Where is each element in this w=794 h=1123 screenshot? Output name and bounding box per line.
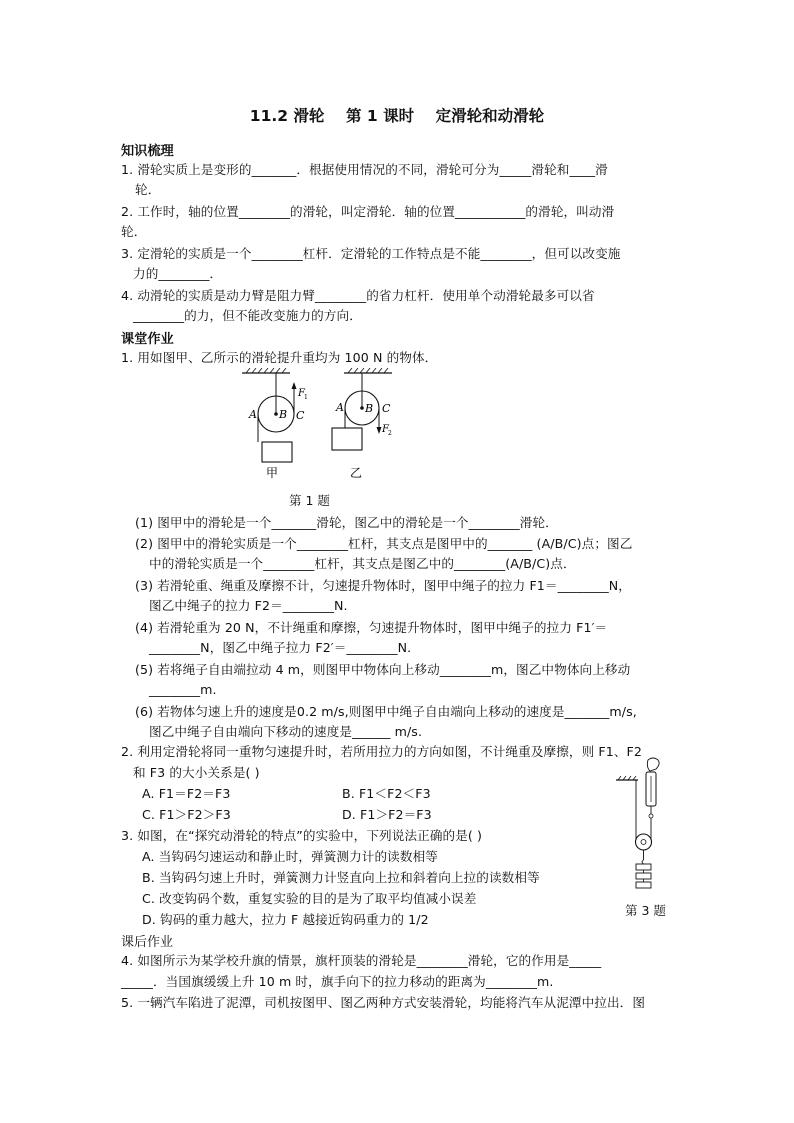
q2-option-d: D. F1＞F2＝F3 — [342, 807, 432, 822]
q4-line-2: _____．当国旗缓缓上升 10 m 时，旗手向下的拉力移动的距离为________m. — [121, 974, 554, 989]
q2-option-a: A. F1＝F2＝F3 — [142, 786, 231, 801]
label-jia: 甲 — [266, 466, 279, 480]
section-heading-homework: 课后作业 — [121, 935, 174, 950]
q4-line-1: 4. 如图所示为某学校升旗的情景，旗杆顶装的滑轮是________滑轮，它的作用是_____ — [121, 953, 602, 968]
q1-stem: 1. 用如图甲、乙所示的滑轮提升重均为 100 N 的物体． — [121, 350, 438, 365]
q5-line-1: 5. 一辆汽车陷进了泥潭，司机按图甲、图乙两种方式安装滑轮，均能将汽车从泥潭中拉出．图 — [121, 995, 646, 1010]
label-f1-sub: 1 — [304, 394, 308, 401]
label-f2-sub: 2 — [388, 430, 392, 437]
q1-sub-6: (6) 若物体匀速上升的速度是0.2 m/s,则图甲中绳子自由端向上移动的速度是_______m/s, — [135, 704, 637, 719]
section-heading-classwork: 课堂作业 — [121, 332, 174, 347]
pulley-yi — [332, 368, 392, 480]
knowledge-line-3: 3. 定滑轮的实质是一个________杠杆．定滑轮的工作特点是不能________，但可以改变施 — [121, 246, 621, 261]
q3-option-d: D. 钩码的重力越大，拉力 F 越接近钩码重力的 1/2 — [142, 912, 429, 927]
q1-pulley-figure — [236, 368, 416, 484]
page-title: 11.2 滑轮 第 1 课时 定滑轮和动滑轮 — [249, 107, 545, 125]
q2-stem-line-2: 和 F3 的大小关系是( ) — [133, 765, 260, 780]
q3-option-c: C. 改变钩码个数，重复实验的目的是为了取平均值减小误差 — [142, 891, 477, 906]
q1-sub-2-cont: 中的滑轮实质是一个________杠杆，其支点是图乙中的________(A/B/C)点． — [149, 556, 576, 571]
q3-stem: 3. 如图，在“探究动滑轮的特点”的实验中，下列说法正确的是( ) — [121, 828, 483, 843]
q1-sub-1: (1) 图甲中的滑轮是一个_______滑轮，图乙中的滑轮是一个________滑轮． — [135, 515, 558, 530]
q1-sub-4-cont: ________N，图乙中绳子拉力 F2′＝________N. — [149, 640, 412, 655]
q3-movable-pulley-figure — [612, 756, 668, 898]
label-b-jia: B — [279, 408, 288, 421]
q2-option-b: B. F1＜F2＜F3 — [342, 786, 431, 801]
knowledge-line-2-cont: 轮． — [121, 224, 147, 239]
knowledge-line-1: 1. 滑轮实质上是变形的_______．根据使用情况的不同，滑轮可分为_____滑轮和____滑 — [121, 162, 608, 177]
knowledge-line-1-cont: 轮． — [135, 182, 161, 197]
knowledge-line-4-cont: ________的力，但不能改变施力的方向． — [133, 308, 362, 323]
label-a-jia: A — [249, 408, 257, 421]
label-c-yi: C — [382, 402, 391, 415]
q3-option-b: B. 当钩码匀速上升时，弹簧测力计竖直向上拉和斜着向上拉的读数相等 — [142, 870, 540, 885]
q3-figure-caption: 第 3 题 — [625, 903, 666, 918]
q1-sub-5: (5) 若将绳子自由端拉动 4 m，则图甲中物体向上移动________m，图乙中物体向上移动 — [135, 662, 631, 677]
label-f2: F — [382, 424, 389, 435]
q2-stem-line-1: 2. 利用定滑轮将同一重物匀速提升时，若所用拉力的方向如图，不计绳重及摩擦，则 F1、F2 — [121, 744, 643, 759]
q3-option-a: A. 当钩码匀速运动和静止时，弹簧测力计的读数相等 — [142, 849, 438, 864]
pulley-jia — [242, 368, 308, 480]
q2-option-c: C. F1＞F2＞F3 — [142, 807, 231, 822]
knowledge-line-2: 2. 工作时，轴的位置________的滑轮，叫定滑轮．轴的位置___________的滑轮，叫动滑 — [121, 204, 615, 219]
label-a-yi: A — [336, 401, 344, 414]
knowledge-line-3-cont: 力的________． — [133, 266, 223, 281]
label-f1: F — [298, 388, 305, 399]
q1-sub-3: (3) 若滑轮重、绳重及摩擦不计，匀速提升物体时，图甲中绳子的拉力 F1＝________N， — [135, 578, 632, 593]
q1-sub-3-cont: 图乙中绳子的拉力 F2＝________N. — [149, 598, 348, 613]
label-c-jia: C — [296, 409, 305, 422]
label-b-yi: B — [365, 402, 374, 415]
knowledge-line-4: 4. 动滑轮的实质是动力臂是阻力臂________的省力杠杆．使用单个动滑轮最多可以省 — [121, 288, 595, 303]
q1-sub-4: (4) 若滑轮重为 20 N，不计绳重和摩擦，匀速提升物体时，图甲中绳子的拉力 F1′＝ — [135, 620, 608, 635]
section-heading-knowledge: 知识梳理 — [121, 144, 174, 159]
q1-sub-5-cont: ________m. — [149, 682, 217, 697]
q1-sub-2: (2) 图甲中的滑轮实质是一个________杠杆，其支点是图甲中的_______ (A/B/C)点；图乙 — [135, 536, 633, 551]
q1-figure-caption: 第 1 题 — [289, 493, 330, 508]
label-yi: 乙 — [350, 466, 363, 480]
q1-sub-6-cont: 图乙中绳子自由端向下移动的速度是______ m/s. — [149, 724, 423, 739]
